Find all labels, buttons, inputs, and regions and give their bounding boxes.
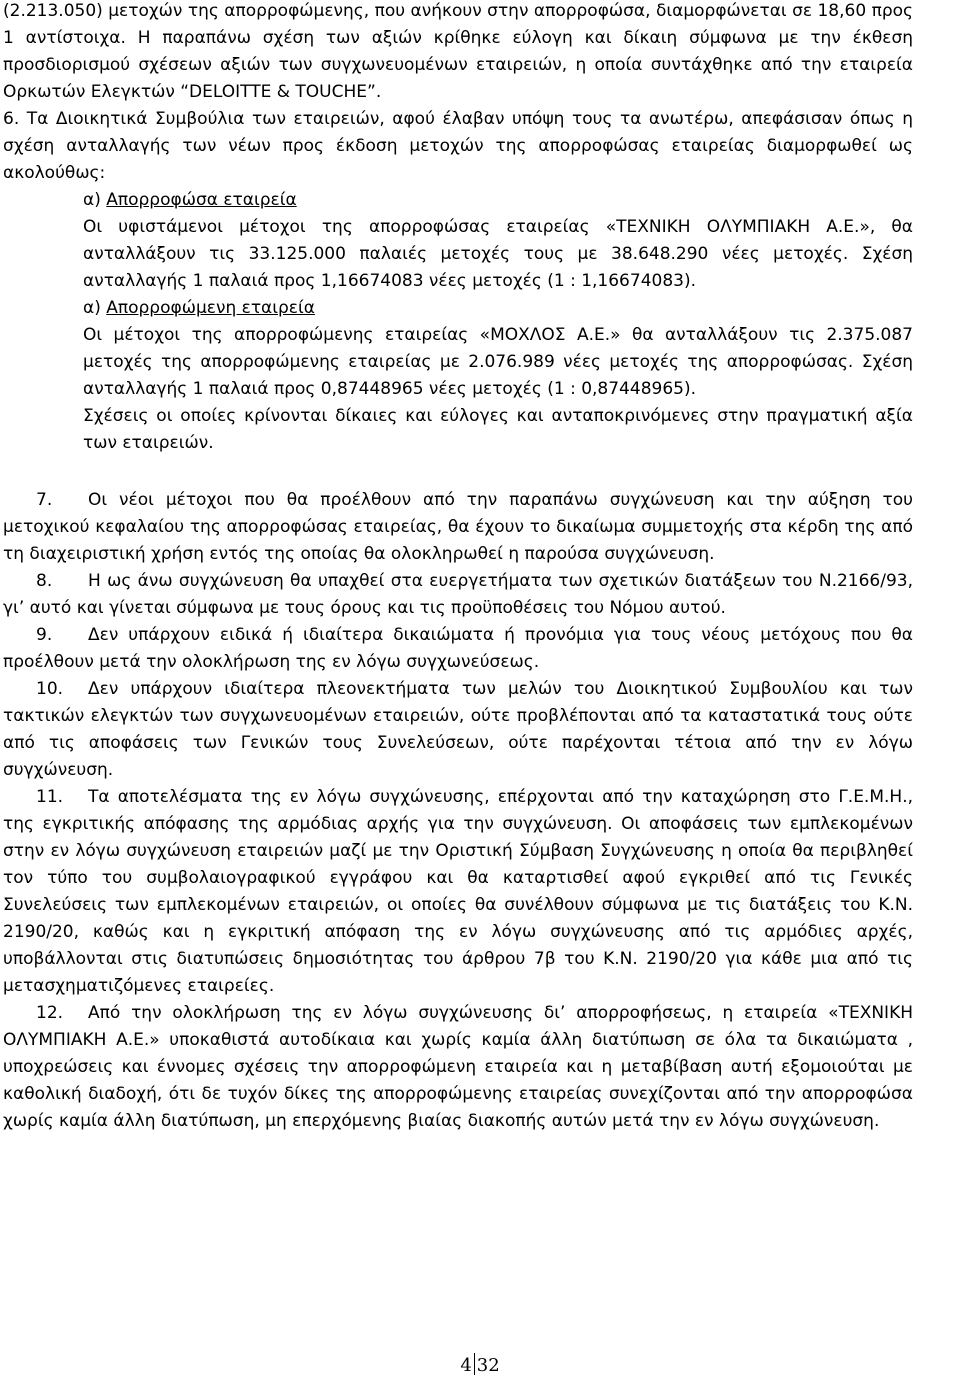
paragraph-text: Δεν υπάρχουν ιδιαίτερα πλεονεκτήματα των μελών του Διοικητικού Συμβουλίου και των τακτικών ελεγκτών των συγχωνευομένων εταιρειών, ούτε προβλέπονται από τα καταστατικά τους ούτε από τις αποφάσεις των Γενικών τους Συνελεύσεων, ούτε παρέχονται τέτοια από την εν λόγω συγχώνευση.: [3, 679, 913, 780]
fairness-conclusion: Σχέσεις οι οποίες κρίνονται δίκαιες και εύλογες και ανταποκρινόμενες στην πραγματική αξία των εταιρειών.: [83, 406, 913, 453]
item-prefix: α): [83, 190, 107, 210]
page-footer: [0, 1353, 960, 1379]
document-body: [3, 0, 913, 1135]
paragraph-number: 7.: [36, 490, 53, 510]
paragraph-6: 6. Τα Διοικητικά Συμβούλια των εταιρειών, αφού έλαβαν υπόψη τους τα ανωτέρω, απεφάσισαν όπως η σχέση ανταλλαγής των νέων προς έκδοση μετοχών της απορροφώσας εταιρείας διαμορφωθεί ως ακολούθως:: [3, 109, 913, 183]
paragraph-10: [3, 676, 913, 784]
absorbing-company-text: Οι υφιστάμενοι μέτοχοι της απορροφώσας εταιρείας «ΤΕΧΝΙΚΗ ΟΛΥΜΠΙΑΚΗ Α.Ε.», θα ανταλλάξουν τις 33.125.000 παλαιές μετοχές τους με 38.648.290 νέες μετοχές. Σχέση ανταλλαγής 1 παλαιά προς 1,16674083 νέες μετοχές (1 : 1,16674083).: [83, 217, 913, 291]
paragraph-number: 11.: [36, 787, 64, 807]
paragraph-gap: [3, 457, 913, 487]
paragraph-12: [3, 1000, 913, 1135]
absorbed-company-title: Απορροφώμενη εταιρεία: [106, 298, 315, 318]
absorbed-company-heading: [83, 295, 913, 322]
paragraph-text: Τα αποτελέσματα της εν λόγω συγχώνευσης, επέρχονται από την καταχώρηση στο Γ.Ε.Μ.Η., της εγκριτικής απόφασης της αρμόδιας αρχής για την συγχώνευση. Οι αποφάσεις των εμπλεκομένων στην εν λόγω συγχώνευση εταιρειών μαζί με την Οριστική Σύμβαση Συγχώνευσης η οποία θα περιβληθεί τον τύπο του συμβολαιογραφικού εγγράφου και θα καταρτισθεί αφού εγκριθεί από τις Γενικές Συνελεύσεις των εμπλεκομένων εταιρειών, οι οποίες θα συνέλθουν σύμφωνα με τις διατάξεις του Κ.Ν. 2190/20, καθώς και η εγκριτική απόφαση της εν λόγω συγχώνευσης από τις αρμόδιες αρχές, υποβάλλονται στις διατυπώσεις δημοσιότητας του άρθρου 7β του Κ.Ν. 2190/20 για κάθε μια από τις μετασχηματιζόμενες εταιρείες.: [3, 787, 913, 996]
absorbing-company-heading: [83, 187, 913, 214]
paragraph-9: [3, 622, 913, 676]
item-prefix: α): [83, 298, 107, 318]
paragraph-8: [3, 568, 913, 622]
exchange-ratio-section: [3, 187, 913, 457]
page-number-divider: [474, 1353, 475, 1375]
page-number-total: 32: [476, 1355, 500, 1376]
paragraph-intro: (2.213.050) μετοχών της απορροφώμενης, που ανήκουν στην απορροφώσα, διαμορφώνεται σε 18,60 προς 1 αντίστοιχα. Η παραπάνω σχέση των αξιών κρίθηκε εύλογη και δίκαιη σύμφωνα με την έκθεση προσδιορισμού σχέσεων αξιών των συγχωνευομένων εταιρειών, η οποία συντάχθηκε από την εταιρεία Ορκωτών Ελεγκτών “DELOITTE & TOUCHE”.: [3, 1, 913, 102]
paragraph-text: Από την ολοκλήρωση της εν λόγω συγχώνευσης δι’ απορροφήσεως, η εταιρεία «ΤΕΧΝΙΚΗ ΟΛΥΜΠΙΑΚΗ Α.Ε.» υποκαθιστά αυτοδίκαια και χωρίς καμία άλλη διατύπωση σε όλα τα δικαιώματα , υποχρεώσεις και έννομες σχέσεις την απορροφώμενη εταιρεία και η μεταβίβαση αυτή εξομοιούται με καθολική διαδοχή, ότι δε τυχόν δίκες της απορροφώμενης εταιρείας συνεχίζονται από την απορροφώσα χωρίς καμία άλλη διατύπωση, μη επερχόμενης βιαίας διακοπής αυτών μετά την εν λόγω συγχώνευση.: [3, 1003, 913, 1131]
paragraph-number: 12.: [36, 1003, 64, 1023]
paragraph-number: 10.: [36, 679, 64, 699]
paragraph-number: 9.: [36, 625, 53, 645]
paragraph-text: Η ως άνω συγχώνευση θα υπαχθεί στα ευεργετήματα των σχετικών διατάξεων του Ν.2166/93, γι’ αυτό και γίνεται σύμφωνα με τους όρους και τις προϋποθέσεις του Νόμου αυτού.: [3, 571, 913, 618]
paragraph-11: [3, 784, 913, 1000]
absorbed-company-text: Οι μέτοχοι της απορροφώμενης εταιρείας «ΜΟΧΛΟΣ Α.Ε.» θα ανταλλάξουν τις 2.375.087 μετοχές της απορροφώμενης εταιρείας με 2.076.989 νέες μετοχές της απορροφώσας. Σχέση ανταλλαγής 1 παλαιά προς 0,87448965 νέες μετοχές (1 : 0,87448965).: [83, 325, 913, 399]
paragraph-7: [3, 487, 913, 568]
page-number-current: 4: [460, 1355, 472, 1376]
paragraph-text: Οι νέοι μέτοχοι που θα προέλθουν από την παραπάνω συγχώνευση και την αύξηση του μετοχικού κεφαλαίου της απορροφώσας εταιρείας, θα έχουν το δικαίωμα συμμετοχής στα κέρδη της από τη διαχειριστική χρήση εντός της οποίας θα ολοκληρωθεί η παρούσα συγχώνευση.: [3, 490, 913, 564]
absorbing-company-title: Απορροφώσα εταιρεία: [106, 190, 297, 210]
paragraph-number: 8.: [36, 571, 53, 591]
paragraph-text: Δεν υπάρχουν ειδικά ή ιδιαίτερα δικαιώματα ή προνόμια για τους νέους μετόχους που θα προέλθουν μετά την ολοκλήρωση της εν λόγω συγχωνεύσεως.: [3, 625, 913, 672]
